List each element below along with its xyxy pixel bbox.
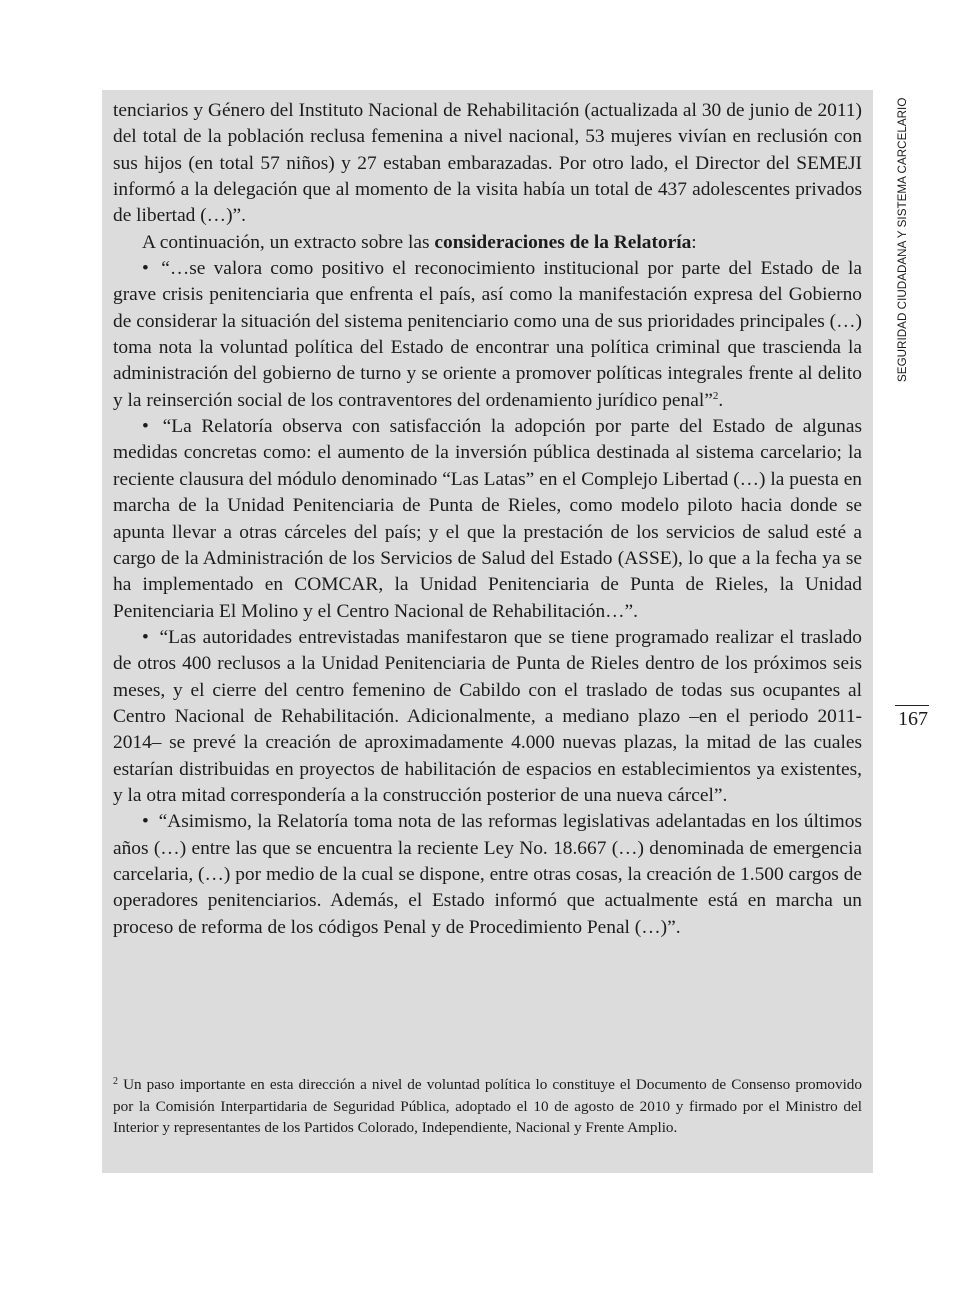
bullet-paragraph — [113, 256, 862, 414]
running-head: SEGURIDAD CIUDADANA Y SISTEMA CARCELARIO — [896, 97, 909, 382]
bullet-icon: • — [142, 626, 149, 648]
bullet-paragraph — [113, 625, 862, 809]
intro-colon: : — [691, 231, 697, 253]
footnote — [113, 1074, 862, 1139]
footnote-number: 2 — [113, 1076, 118, 1087]
paragraph-intro — [113, 230, 862, 256]
bullet-icon: • — [142, 416, 149, 438]
intro-bold-text: consideraciones de la Relatoría — [434, 231, 692, 253]
paragraph: tenciarios y Género del Instituto Nacional de Rehabilitación (actualizada al 30 de junio de 2011) del total de la población reclusa femenina a nivel nacional, 53 mujeres vivían en reclusión con sus hijos (en total 57 niños) y 27 estaban embarazadas. Por otro lado, el Director del SEMEJI informó a la delegación que al momento de la visita había un total de 437 adolescentes privados de libertad (…)”. — [113, 100, 862, 227]
bullet-text: “…se valora como positivo el reconocimiento institucional por parte del Estado de la grave crisis penitenciaria que enfrenta el país, así como la manifestación expresa del Gobierno de considerar la situación del sistema penitenciario como una de sus prioridades principales (…) toma nota la voluntad política del Estado de encontrar una política criminal que trascienda la administración del gobierno de turno y se oriente a promover políticas integrales frente al delito y la reinserción social de los contraventores del ordenamiento jurídico penal” — [113, 258, 862, 411]
bullet-paragraph — [113, 414, 862, 625]
footnote-ref: 2 — [712, 389, 719, 402]
bullet-text: “Las autoridades entrevistadas manifestaron que se tiene programado realizar el traslado de otros 400 reclusos a la Unidad Penitenciaria de Punta de Rieles dentro de los próximos seis meses, y el cierre del centro femenino de Cabildo con el traslado de todas sus ocupantes al Centro Nacional de Rehabilitación. Adicionalmente, a mediano plazo –en el periodo 2011-2014– se prevé la creación de aproximadamente 4.000 nuevas plazas, la mitad de las cuales estarían distribuidas en proyectos de habilitación de espacios en establecimientos ya existentes, y la otra mitad correspondería a la construcción posterior de una nueva cárcel”. — [113, 626, 862, 806]
bullet-end: . — [718, 389, 724, 411]
bullet-text: “Asimismo, la Relatoría toma nota de las reformas legislativas adelantadas en los últimos años (…) entre las que se encuentra la reciente Ley No. 18.667 (…) denominada de emergencia carcelaria, (…) por medio de la cual se dispone, entre otras cosas, la creación de 1.500 cargos de operadores penitenciarios. Además, el Estado informó que actualmente está en marcha un proceso de reforma de los códigos Penal y de Procedimiento Penal (…)”. — [113, 811, 862, 938]
body-text — [113, 98, 862, 941]
page-number: 167 — [898, 708, 928, 730]
bullet-paragraph — [113, 809, 862, 941]
bullet-icon: • — [142, 811, 149, 833]
intro-text: A continuación, un extracto sobre las — [142, 231, 435, 253]
bullet-icon: • — [142, 258, 149, 280]
bullet-text: “La Relatoría observa con satisfacción la adopción por parte del Estado de algunas medidas concretas como: el aumento de la inversión pública destinada al sistema carcelario; la reciente clausura del módulo denominado “Las Latas” en el Complejo Libertad (…) la puesta en marcha de la Unidad Penitenciaria de Punta de Rieles, como modelo piloto hacia donde se apunta llevar a otras cárceles del país; y el que la prestación de los servicios de salud esté a cargo de la Administración de los Servicios de Salud del Estado (ASSE), lo que a la fecha ya se ha implementado en COMCAR, la Unidad Penitenciaria de Punta de Rieles, la Unidad Penitenciaria El Molino y el Centro Nacional de Rehabilitación…”. — [113, 416, 862, 622]
footnote-text: Un paso importante en esta dirección a nivel de voluntad política lo constituye el Documento de Consenso promovido por la Comisión Interpartidaria de Seguridad Pública, adoptado el 10 de agosto de 2010 y firmado por el Ministro del Interior y representantes de los Partidos Colorado, Independiente, Nacional y Frente Amplio. — [113, 1076, 862, 1136]
